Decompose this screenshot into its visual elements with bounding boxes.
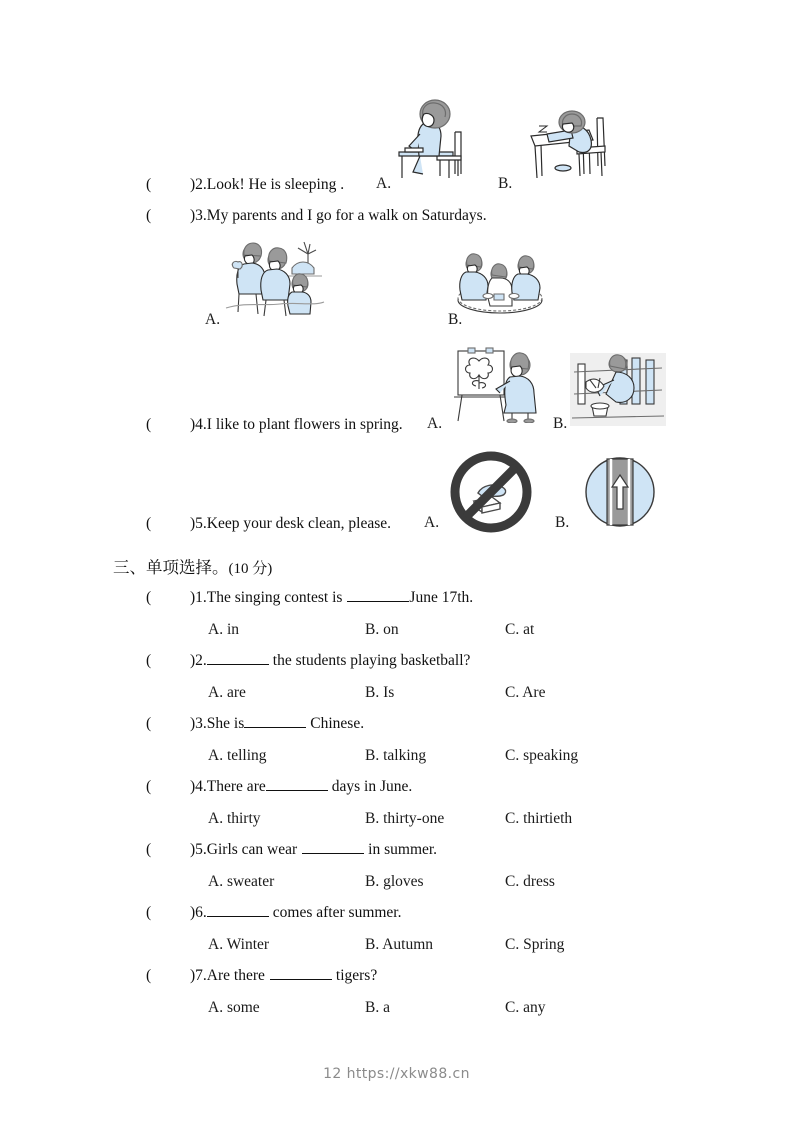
mc5-option-b[interactable]: B. gloves [365, 873, 424, 890]
answer-bracket-mc6[interactable]: ( [146, 904, 152, 921]
question-stem-after-mc5: in summer. [368, 841, 438, 858]
answer-bracket-close-mc2: ) [190, 652, 196, 669]
question-stem-after-mc3: Chinese. [310, 715, 365, 732]
illustration-q3-option-b [452, 248, 548, 318]
option-label-q2-a[interactable] [376, 175, 391, 193]
question-stem-after-mc7: tigers? [335, 967, 378, 984]
mc6-option-a[interactable]: A. Winter [208, 936, 270, 953]
mc3-option-a[interactable]: A. telling [208, 747, 267, 764]
mc-question-3-line [146, 714, 364, 734]
question-stem-before-mc1: The singing contest is [206, 589, 343, 606]
option-label-q3-b[interactable] [448, 311, 462, 329]
answer-blank-mc3[interactable] [244, 727, 306, 728]
question-stem-before-mc4: There are [206, 778, 266, 795]
mc2-option-a[interactable]: A. are [208, 684, 246, 701]
answer-bracket-mc7[interactable]: ( [146, 967, 152, 984]
answer-bracket-close-q4: ) [190, 416, 196, 433]
option-label-q4-a[interactable] [427, 415, 442, 433]
mc3-option-c[interactable]: C. speaking [505, 747, 579, 764]
question-number-mc6: 6. [195, 904, 207, 921]
question-text-q4: I like to plant flowers in spring. [206, 416, 403, 433]
answer-bracket-close-mc4: ) [190, 778, 196, 795]
mc-question-6-line [146, 903, 402, 923]
question-stem-before-mc3: She is [206, 715, 245, 732]
question-number-q3: 3. [195, 207, 207, 224]
answer-blank-mc7[interactable] [270, 979, 332, 980]
illustration-q4-option-a [452, 347, 540, 423]
question-stem-before-mc5: Girls can wear [206, 841, 298, 858]
mc2-option-b[interactable]: B. Is [365, 684, 395, 701]
mc-question-1-line [146, 588, 473, 608]
listening-question-2-line [146, 175, 344, 195]
listening-question-4-line [146, 415, 403, 435]
answer-bracket-q3[interactable]: ( [146, 207, 152, 224]
option-a-text: A. [427, 415, 443, 432]
question-stem-before-mc7: Are there [206, 967, 265, 984]
answer-blank-mc5[interactable] [302, 853, 364, 854]
question-number-q2: 2. [195, 176, 207, 193]
option-b-text: B. [555, 514, 570, 531]
option-b-text: B. [553, 415, 568, 432]
answer-bracket-mc3[interactable]: ( [146, 715, 152, 732]
answer-bracket-close-q2: ) [190, 176, 196, 193]
option-a-text: A. [205, 311, 221, 328]
option-label-q3-a[interactable] [205, 311, 220, 329]
illustration-q5-option-b [585, 451, 655, 533]
option-label-q5-b[interactable] [555, 514, 569, 532]
illustration-q4-option-b [570, 350, 666, 426]
mc5-option-c[interactable]: C. dress [505, 873, 555, 890]
mc-question-2-line [146, 651, 470, 671]
option-label-q5-a[interactable] [424, 514, 439, 532]
question-number-mc1: 1. [195, 589, 207, 606]
mc2-option-c[interactable]: C. Are [505, 684, 546, 701]
answer-bracket-close-mc5: ) [190, 841, 196, 858]
illustration-q3-option-a [222, 238, 327, 318]
mc-question-4-line [146, 777, 412, 797]
mc5-option-a[interactable]: A. sweater [208, 873, 275, 890]
mc4-option-c[interactable]: C. thirtieth [505, 810, 573, 827]
answer-bracket-mc1[interactable]: ( [146, 589, 152, 606]
option-b-text: B. [498, 175, 513, 192]
illustration-q5-option-a [448, 449, 534, 535]
answer-bracket-close-mc1: ) [190, 589, 196, 606]
question-stem-after-mc2: the students playing basketball? [272, 652, 471, 669]
option-a-text: A. [424, 514, 440, 531]
answer-bracket-mc5[interactable]: ( [146, 841, 152, 858]
option-a-text: A. [376, 175, 392, 192]
answer-bracket-close-q3: ) [190, 207, 196, 224]
answer-blank-mc2[interactable] [207, 664, 269, 665]
mc6-option-b[interactable]: B. Autumn [365, 936, 434, 953]
answer-bracket-mc4[interactable]: ( [146, 778, 152, 795]
page-footer [0, 1066, 793, 1082]
question-text-q3: My parents and I go for a walk on Saturdays. [206, 207, 487, 224]
mc7-option-b[interactable]: B. a [365, 999, 390, 1016]
illustration-q2-option-b [527, 96, 615, 180]
answer-bracket-mc2[interactable]: ( [146, 652, 152, 669]
question-number-mc7: 7. [195, 967, 207, 984]
question-text-q5: Keep your desk clean, please. [206, 515, 391, 532]
answer-bracket-q2[interactable]: ( [146, 176, 152, 193]
mc3-option-b[interactable]: B. talking [365, 747, 427, 764]
question-number-mc5: 5. [195, 841, 207, 858]
illustration-q2-option-a [393, 96, 486, 180]
mc7-option-c[interactable]: C. any [505, 999, 546, 1016]
question-text-q2: Look! He is sleeping . [206, 176, 345, 193]
question-stem-after-mc1: June 17th. [409, 589, 474, 606]
mc-question-7-line [146, 966, 377, 986]
mc1-option-b[interactable]: B. on [365, 621, 399, 638]
question-stem-after-mc4: days in June. [331, 778, 413, 795]
question-number-q4: 4. [195, 416, 207, 433]
option-label-q2-b[interactable] [498, 175, 512, 193]
mc1-option-c[interactable]: C. at [505, 621, 535, 638]
listening-question-5-line [146, 514, 391, 534]
option-label-q4-b[interactable] [553, 415, 567, 433]
answer-blank-mc4[interactable] [266, 790, 328, 791]
question-number-mc3: 3. [195, 715, 207, 732]
listening-question-3-line [146, 206, 487, 226]
answer-bracket-close-mc6: ) [190, 904, 196, 921]
mc6-option-c[interactable]: C. Spring [505, 936, 565, 953]
answer-blank-mc6[interactable] [207, 916, 269, 917]
option-b-text: B. [448, 311, 463, 328]
answer-bracket-q4[interactable]: ( [146, 416, 152, 433]
section-heading-multiple-choice [113, 554, 272, 578]
mc4-option-b[interactable]: B. thirty-one [365, 810, 445, 827]
mc7-option-a[interactable]: A. some [208, 999, 260, 1016]
question-number-q5: 5. [195, 515, 207, 532]
mc1-option-a[interactable]: A. in [208, 621, 239, 638]
answer-bracket-close-mc7: ) [190, 967, 196, 984]
question-number-mc2: 2. [195, 652, 207, 669]
mc-question-5-line [146, 840, 437, 860]
answer-bracket-q5[interactable]: ( [146, 515, 152, 532]
mc4-option-a[interactable]: A. thirty [208, 810, 261, 827]
section-heading-score: (10 分) [228, 561, 273, 577]
answer-bracket-close-q5: ) [190, 515, 196, 532]
question-number-mc4: 4. [195, 778, 207, 795]
answer-blank-mc1[interactable] [347, 601, 409, 602]
question-stem-after-mc6: comes after summer. [272, 904, 402, 921]
section-heading-label: 三、单项选择。 [113, 558, 229, 577]
answer-bracket-close-mc3: ) [190, 715, 196, 732]
footer-text: 12 https://xkw88.cn [323, 1066, 470, 1082]
